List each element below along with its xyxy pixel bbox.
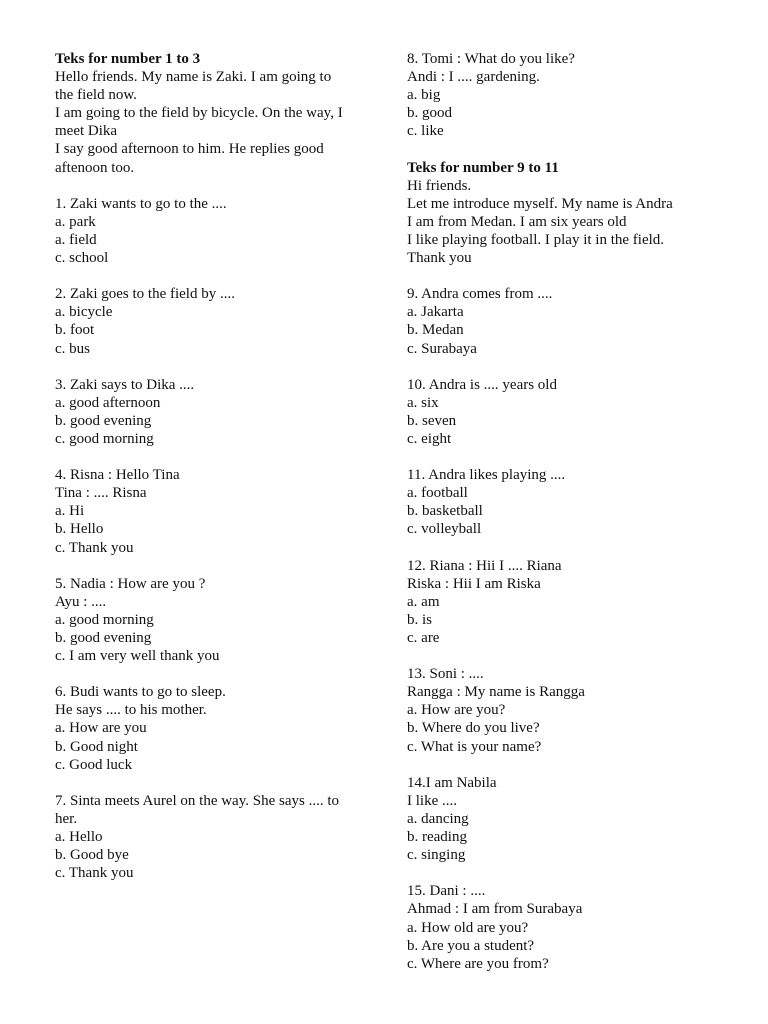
question-line: Riska : Hii I am Riska <box>407 575 541 592</box>
question-text: 9. Andra comes from .... <box>407 286 553 303</box>
question-text: 8. Tomi : What do you like? <box>407 51 575 67</box>
question-line: Tina : .... Risna <box>55 485 147 502</box>
question-text: 1. Zaki wants to go to the .... <box>55 195 227 212</box>
question-block <box>55 683 365 773</box>
passage-line: I say good afternoon to him. He replies good <box>55 141 324 158</box>
question-line: Ahmad : I am from Surabaya <box>407 901 583 918</box>
answer-option: c. volleyball <box>407 521 482 538</box>
question-block <box>55 575 365 665</box>
answer-option: b. basketball <box>407 503 483 520</box>
question-block <box>55 792 365 882</box>
reading-passage <box>55 50 365 177</box>
answer-option: b. is <box>407 611 433 628</box>
question-block <box>407 882 707 972</box>
left-column <box>55 50 365 900</box>
answer-option: a. good morning <box>55 611 154 628</box>
passage-line: aftenoon too. <box>55 159 135 176</box>
question-text: 5. Nadia : How are you ? <box>55 575 206 592</box>
answer-option: a. bicycle <box>55 304 113 321</box>
answer-option: c. Thank you <box>55 865 134 882</box>
answer-option: a. How old are you? <box>407 919 529 936</box>
passage-line: I am from Medan. I am six years old <box>407 213 627 230</box>
question-block <box>55 195 365 267</box>
question-block <box>407 557 707 647</box>
answer-option: b. good evening <box>55 630 152 646</box>
answer-option: c. Thank you <box>55 539 134 556</box>
passage-title: Teks for number 9 to 11 <box>407 159 559 176</box>
answer-option: b. Hello <box>55 521 104 538</box>
answer-option: a. Jakarta <box>407 304 464 321</box>
answer-option: c. Surabaya <box>407 340 477 357</box>
passage-line: Let me introduce myself. My name is Andra <box>407 195 673 212</box>
answer-option: a. dancing <box>407 810 469 827</box>
question-line: He says .... to his mother. <box>55 702 207 719</box>
passage-line: I like playing football. I play it in the field. <box>407 231 665 248</box>
answer-option: a. am <box>407 593 440 610</box>
answer-option: b. good <box>407 105 452 122</box>
question-block <box>407 774 707 864</box>
passage-line: meet Dika <box>55 123 118 140</box>
question-block <box>407 376 707 448</box>
answer-option: a. park <box>55 213 96 230</box>
question-block <box>55 376 365 448</box>
question-text: 12. Riana : Hii I .... Riana <box>407 557 562 574</box>
answer-option: c. What is your name? <box>407 738 542 755</box>
passage-line: Hello friends. My name is Zaki. I am going to <box>55 69 332 86</box>
answer-option: a. good afternoon <box>55 394 161 411</box>
reading-passage <box>407 159 707 268</box>
right-column <box>407 50 707 991</box>
passage-line: Hi friends. <box>407 177 472 194</box>
answer-option: b. Where do you live? <box>407 720 540 737</box>
question-text: 10. Andra is .... years old <box>407 376 557 393</box>
answer-option: c. like <box>407 123 444 140</box>
answer-option: c. singing <box>407 847 466 864</box>
question-text: 6. Budi wants to go to sleep. <box>55 684 226 701</box>
question-line: Rangga : My name is Rangga <box>407 684 585 701</box>
passage-title: Teks for number 1 to 3 <box>55 51 201 67</box>
question-block <box>407 466 707 538</box>
answer-option: b. Medan <box>407 322 464 339</box>
question-text: 11. Andra likes playing .... <box>407 467 566 484</box>
question-text: 2. Zaki goes to the field by .... <box>55 286 235 303</box>
answer-option: b. Good night <box>55 738 138 755</box>
answer-option: a. six <box>407 394 439 411</box>
answer-option: c. bus <box>55 340 90 357</box>
answer-option: a. How are you? <box>407 702 506 719</box>
question-block <box>407 665 707 755</box>
question-line: Ayu : .... <box>55 593 107 610</box>
question-line: I like .... <box>407 792 457 809</box>
answer-option: b. seven <box>407 412 457 429</box>
question-text: 4. Risna : Hello Tina <box>55 467 180 484</box>
answer-option: a. Hi <box>55 503 85 520</box>
answer-option: a. How are you <box>55 720 147 737</box>
answer-option: c. good morning <box>55 430 154 447</box>
answer-option: b. Good bye <box>55 847 129 864</box>
answer-option: c. Good luck <box>55 756 133 773</box>
answer-option: c. are <box>407 630 440 646</box>
question-line: her. <box>55 810 78 827</box>
question-text: 3. Zaki says to Dika .... <box>55 376 195 393</box>
answer-option: a. football <box>407 485 468 502</box>
answer-option: a. Hello <box>55 829 103 846</box>
passage-line: the field now. <box>55 87 137 104</box>
answer-option: a. field <box>55 231 97 248</box>
question-block <box>55 285 365 357</box>
answer-option: c. I am very well thank you <box>55 648 220 665</box>
question-line: Andi : I .... gardening. <box>407 69 540 86</box>
question-text: 14.I am Nabila <box>407 774 497 791</box>
question-block <box>55 466 365 556</box>
answer-option: c. eight <box>407 430 452 447</box>
answer-option: b. Are you a student? <box>407 937 535 954</box>
answer-option: c. school <box>55 250 109 267</box>
question-text: 7. Sinta meets Aurel on the way. She says .... to <box>55 792 339 809</box>
passage-line: I am going to the field by bicycle. On the way, I <box>55 105 343 122</box>
answer-option: b. reading <box>407 829 467 846</box>
answer-option: a. big <box>407 87 441 104</box>
question-block <box>407 50 707 140</box>
question-text: 15. Dani : .... <box>407 883 486 900</box>
passage-line: Thank you <box>407 250 472 267</box>
answer-option: c. Where are you from? <box>407 955 549 972</box>
question-text: 13. Soni : .... <box>407 666 484 683</box>
answer-option: b. foot <box>55 322 95 339</box>
answer-option: b. good evening <box>55 412 152 429</box>
question-block <box>407 285 707 357</box>
